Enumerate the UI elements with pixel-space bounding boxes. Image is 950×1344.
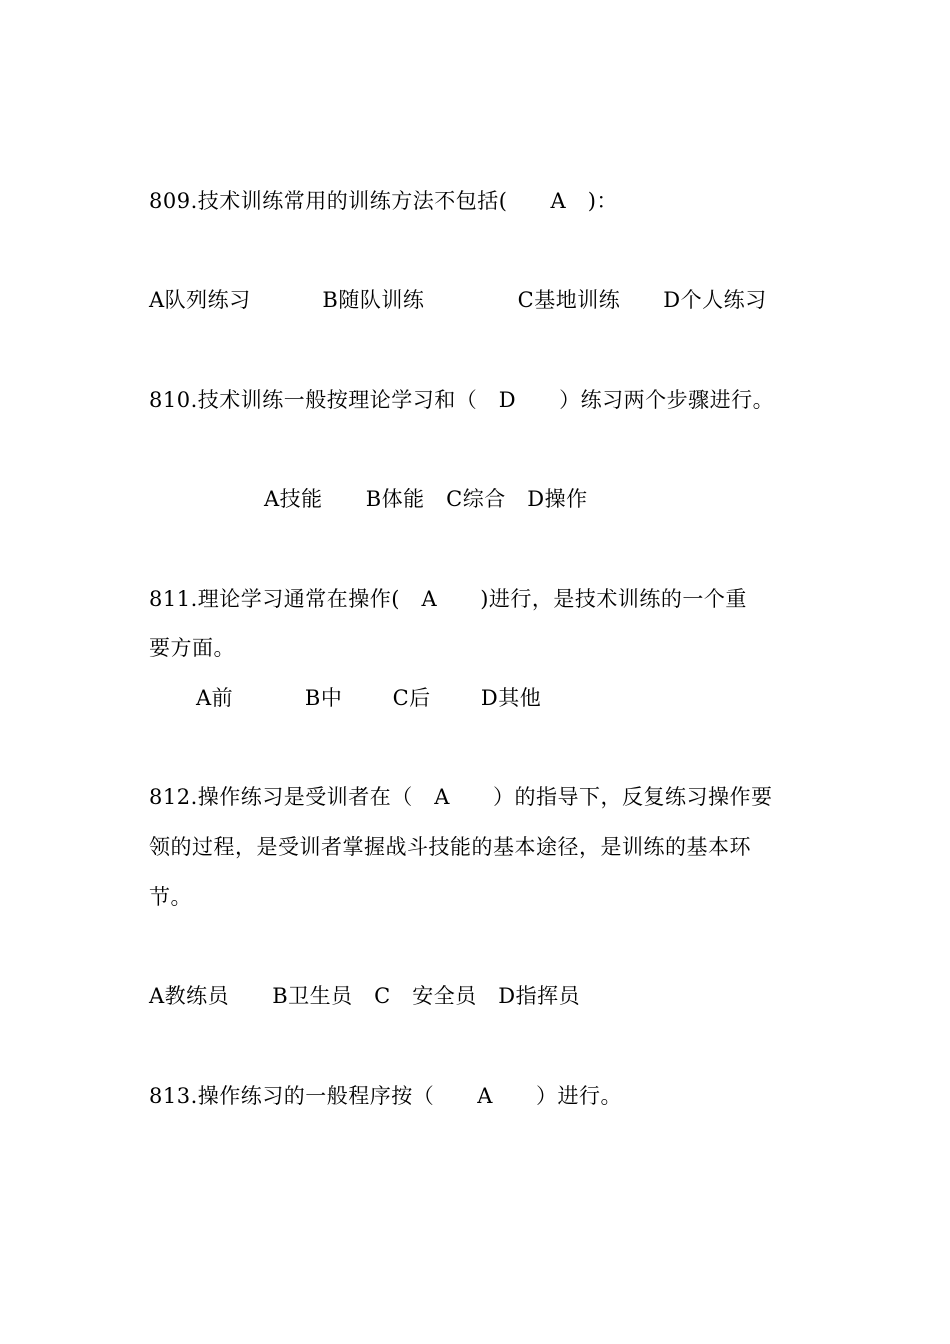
options-812: A教练员 B卫生员 C 安全员 D指挥员 <box>149 984 581 1008</box>
question-812-line3: 节。 <box>149 885 192 909</box>
question-812-line1: 812.操作练习是受训者在（ A ）的指导下，反复练习操作要 <box>149 785 773 809</box>
options-810: A技能 B体能 C综合 D操作 <box>264 487 588 511</box>
question-809: 809.技术训练常用的训练方法不包括( A )： <box>149 189 618 213</box>
question-811-line1: 811.理论学习通常在操作( A )进行，是技术训练的一个重 <box>149 587 747 611</box>
options-811: A前 B中 C后 D其他 <box>196 686 542 710</box>
question-812-line2: 领的过程，是受训者掌握战斗技能的基本途径，是训练的基本环 <box>149 835 751 859</box>
question-813: 813.操作练习的一般程序按（ A ）进行。 <box>149 1084 623 1108</box>
options-809: A队列练习 B随队训练 C基地训练 D个人练习 <box>149 288 767 312</box>
question-810: 810.技术训练一般按理论学习和（ D ）练习两个步骤进行。 <box>149 388 775 412</box>
question-811-line2: 要方面。 <box>149 636 235 660</box>
